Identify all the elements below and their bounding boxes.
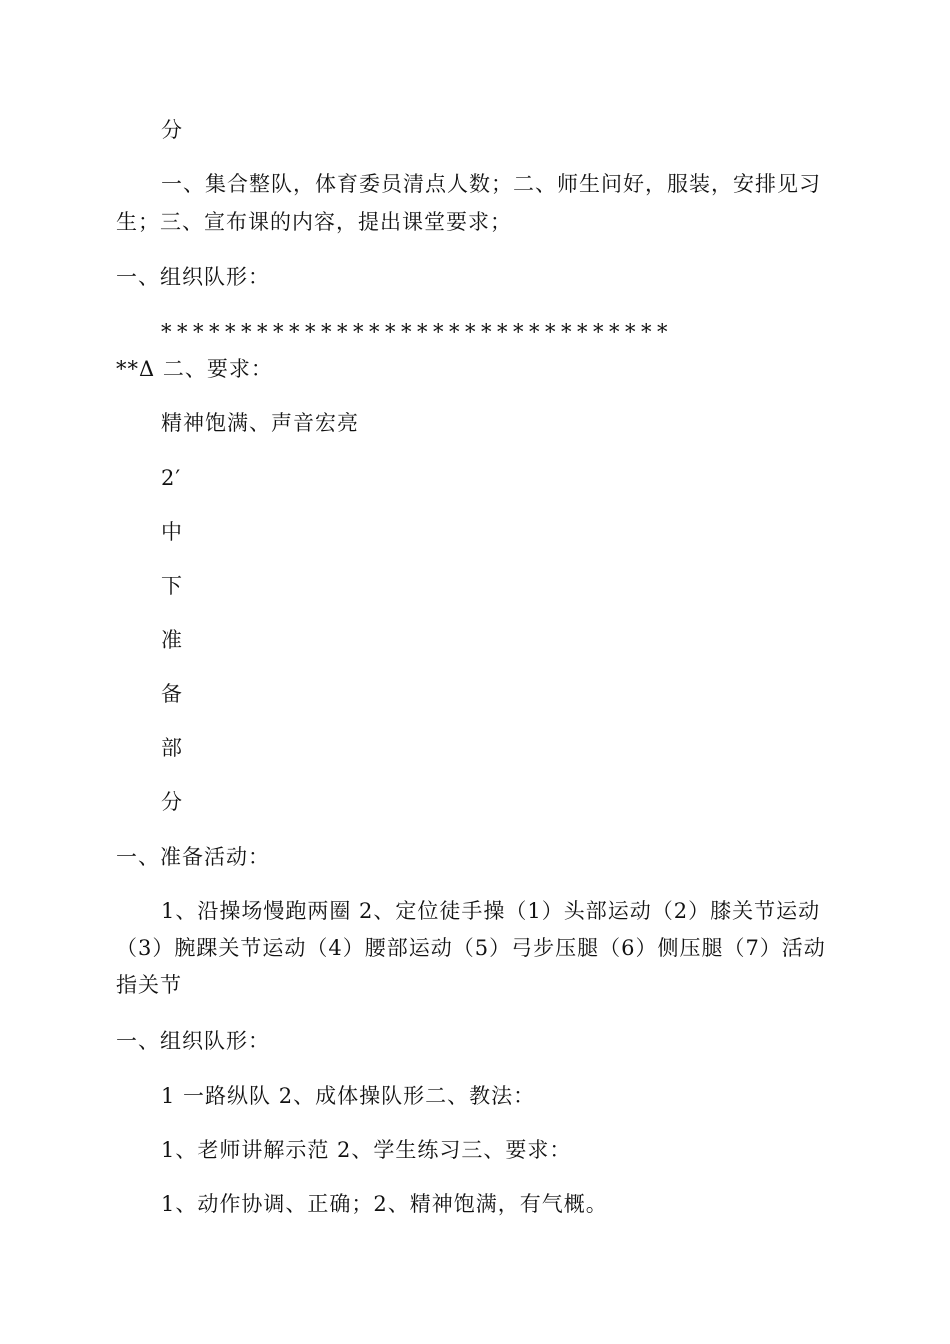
paragraph-warmup-line3: 指关节 [116, 973, 182, 997]
paragraph-gathering-line2: 生；三、宣布课的内容，提出课堂要求； [116, 210, 512, 234]
paragraph-column: 1 一路纵队 2、成体操队形二、教法： [161, 1084, 536, 1108]
paragraph-warmup-line2: （3）腕踝关节运动（4）腰部运动（5）弓步压腿（6）侧压腿（7）活动 [116, 936, 826, 960]
paragraph-teacher: 1、老师讲解示范 2、学生练习三、要求： [161, 1138, 572, 1162]
paragraph-fen: 分 [161, 118, 183, 142]
formation-stars-row: ******************************** [161, 320, 673, 344]
paragraph-spirit: 精神饱满、声音宏亮 [161, 411, 359, 435]
paragraph-zhun: 准 [161, 628, 183, 652]
paragraph-zhong: 中 [161, 520, 183, 544]
heading-warmup: 一、准备活动： [116, 845, 270, 869]
heading-formation: 一、组织队形： [116, 265, 270, 289]
formation-stars-requirements: **Δ 二、要求： [116, 357, 273, 381]
paragraph-requirements: 1、动作协调、正确；2、精神饱满，有气概。 [161, 1192, 608, 1216]
paragraph-xia: 下 [161, 574, 183, 598]
paragraph-bu: 部 [161, 736, 183, 760]
paragraph-duration: 2′ [161, 466, 182, 490]
heading-formation-2: 一、组织队形： [116, 1029, 270, 1053]
paragraph-bei: 备 [161, 682, 183, 706]
paragraph-warmup-line1: 1、沿操场慢跑两圈 2、定位徒手操（1）头部运动（2）膝关节运动 [161, 899, 821, 923]
paragraph-gathering-line1: 一、集合整队，体育委员清点人数；二、师生问好，服装，安排见习 [161, 172, 821, 196]
paragraph-fen-2: 分 [161, 790, 183, 814]
